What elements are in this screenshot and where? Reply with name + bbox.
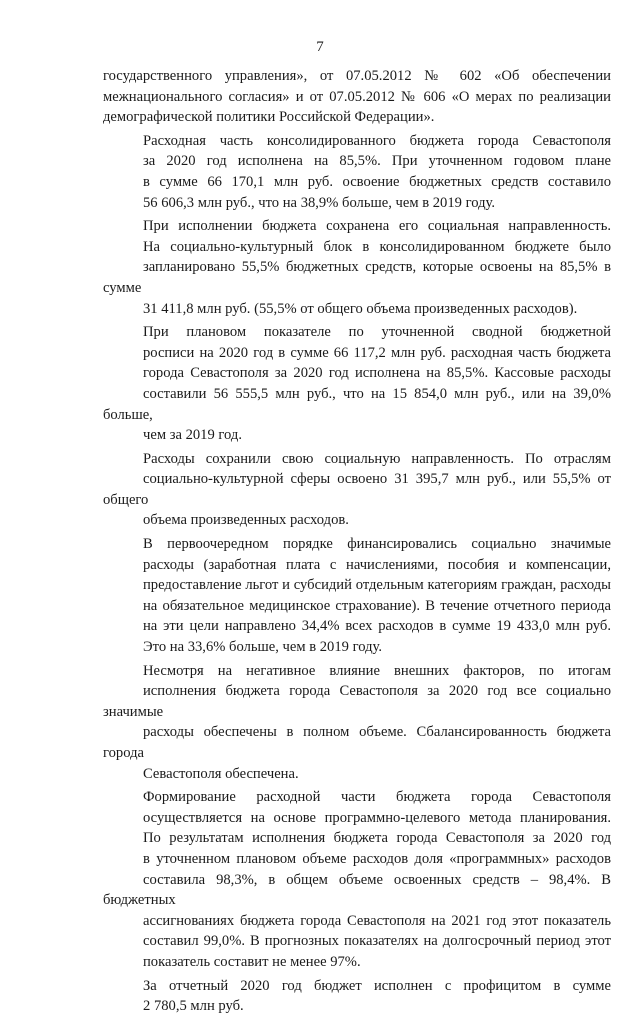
paragraph	[103, 322, 611, 446]
paragraph	[103, 216, 611, 319]
paragraph	[103, 449, 611, 531]
text-line: расходы (заработная плата с начислениями, пособия и компенсации,	[143, 556, 611, 573]
document-body	[103, 66, 611, 1020]
paragraph	[103, 661, 611, 785]
text-line: При исполнении бюджета сохранена его социальная направленность.	[143, 218, 611, 235]
text-line: В первоочередном порядке финансировались социально значимые	[143, 536, 611, 553]
text-line: Несмотря на негативное влияние внешних факторов, по итогам	[143, 662, 611, 679]
text-line: За отчетный 2020 год бюджет исполнен с профицитом в сумме	[143, 977, 611, 994]
text-line: 31 411,8 млн руб. (55,5% от общего объема произведенных расходов).	[143, 300, 578, 317]
text-line: ассигнованиях бюджета города Севастополя на 2021 год этот показатель	[143, 912, 611, 929]
text-line: 2 780,5 млн руб.	[143, 998, 244, 1015]
text-line: города Севастополя за 2020 год исполнена на 85,5%. Кассовые расходы	[143, 365, 611, 382]
text-line: объема произведенных расходов.	[143, 512, 349, 529]
paragraph	[103, 66, 611, 128]
text-line: 56 606,3 млн руб., что на 38,9% больше, чем в 2019 году.	[143, 194, 495, 211]
text-line: осуществляется на основе программно-целевого метода планирования.	[143, 809, 611, 826]
text-line: Это на 33,6% больше, чем в 2019 году.	[143, 639, 383, 656]
text-line: предоставление льгот и субсидий отдельным категориям граждан, расходы	[143, 577, 611, 594]
text-line: запланировано 55,5% бюджетных средств, которые освоены на 85,5% в сумме	[103, 259, 611, 296]
text-line: в уточненном плановом объеме расходов доля «программных» расходов	[143, 850, 611, 867]
text-line: показатель составит не менее 97%.	[143, 953, 361, 970]
text-line: росписи на 2020 год в сумме 66 117,2 млн руб. расходная часть бюджета	[143, 344, 611, 361]
text-line: в сумме 66 170,1 млн руб. освоение бюджетных средств составило	[143, 173, 611, 190]
paragraph	[103, 534, 611, 658]
text-line: составила 98,3%, в общем объеме освоенных средств – 98,4%. В бюджетных	[103, 871, 611, 909]
text-line: Расходная часть консолидированного бюджета города Севастополя	[143, 132, 611, 149]
text-line: за 2020 год исполнена на 85,5%. При уточненном годовом плане	[143, 153, 611, 170]
text-line: При плановом показателе по уточненной сводной бюджетной	[143, 324, 611, 341]
text-line: Расходы сохранили свою социальную направленность. По отраслям	[143, 450, 611, 467]
text-line: межнационального согласия» и от 07.05.2012 № 606 «О мерах по реализации	[103, 88, 611, 105]
text-line: чем за 2019 год.	[143, 427, 242, 444]
text-line: составили 56 555,5 млн руб., что на 15 854,0 млн руб., или на 39,0% больше,	[103, 385, 611, 423]
text-line: По результатам исполнения бюджета города Севастополя за 2020 год	[143, 830, 611, 847]
text-line: исполнения бюджета города Севастополя за 2020 год все социально значимые	[103, 683, 611, 720]
text-line: На социально-культурный блок в консолидированном бюджете было	[143, 238, 611, 255]
text-line: расходы обеспечены в полном объеме. Сбалансированность бюджета города	[103, 724, 611, 761]
paragraph	[103, 976, 611, 1017]
page-number: 7	[316, 39, 324, 55]
text-line: государственного управления», от 07.05.2012 № 602 «Об обеспечении	[103, 68, 611, 84]
text-line: Формирование расходной части бюджета города Севастополя	[143, 789, 611, 806]
text-line: составил 99,0%. В прогнозных показателях на долгосрочный период этот	[143, 933, 611, 950]
paragraph	[103, 131, 611, 213]
text-line: на обязательное медицинское страхование). В течение отчетного периода	[143, 597, 611, 614]
text-line: Севастополя обеспечена.	[143, 765, 299, 782]
text-line: на эти цели направлено 34,4% всех расходов в сумме 19 433,0 млн руб.	[143, 618, 611, 635]
text-line: социально-культурной сферы освоено 31 395,7 млн руб., или 55,5% от общего	[103, 471, 611, 508]
paragraph	[103, 787, 611, 972]
text-line: демографической политики Российской Федерации».	[103, 109, 435, 126]
